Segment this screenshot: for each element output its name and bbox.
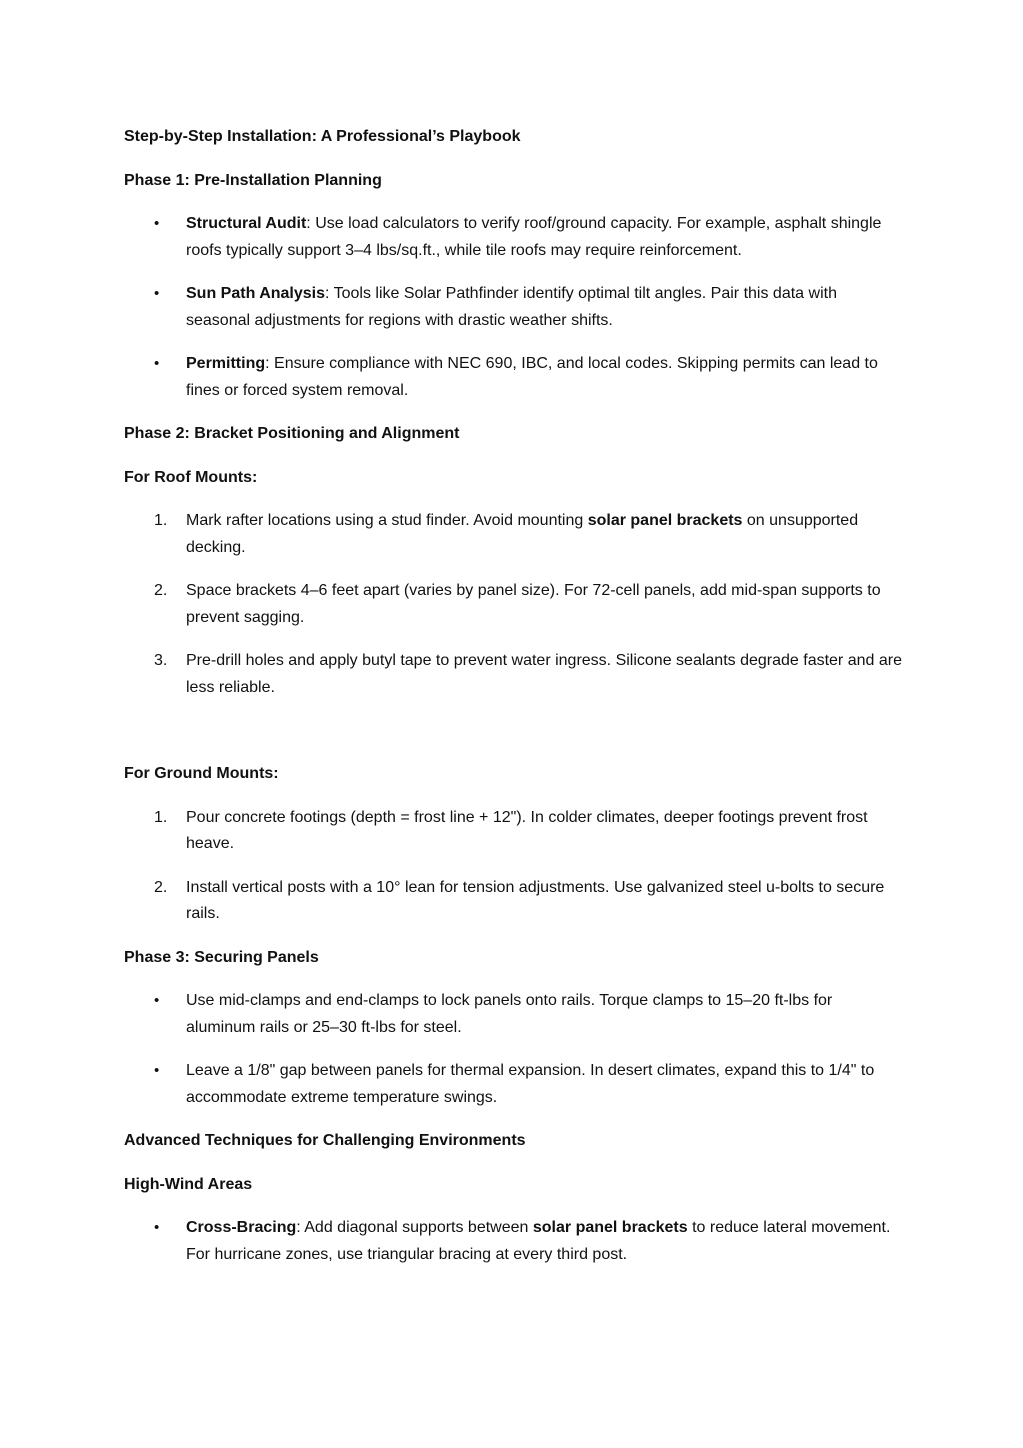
- bullet-icon: •: [154, 1062, 160, 1079]
- blank-paragraph: [124, 718, 904, 761]
- item-term: Sun Path Analysis: [186, 285, 325, 302]
- bullet-icon: •: [154, 215, 160, 232]
- item-text: Pour concrete footings (depth = frost line + 12"). In colder climates, deeper footings prevent frost heave.: [186, 808, 868, 852]
- roof-mounts-heading: For Roof Mounts:: [124, 468, 258, 486]
- high-wind-list: [124, 1215, 904, 1268]
- item-text: to reduce lateral movement. For hurricane zones, use triangular bracing at every third post.: [186, 1219, 891, 1263]
- bullet-icon: •: [154, 355, 160, 372]
- item-text: Use mid-clamps and end-clamps to lock panels onto rails. Torque clamps to 15–20 ft-lbs for aluminum rails or 25–30 ft-lbs for steel.: [186, 992, 833, 1036]
- item-text: Space brackets 4–6 feet apart (varies by panel size). For 72-cell panels, add mid-span supports to prevent sagging.: [186, 582, 881, 626]
- list-item: [124, 211, 904, 264]
- item-text: Mark rafter locations using a stud finder. Avoid mounting: [186, 512, 588, 529]
- ground-mounts-heading: For Ground Mounts:: [124, 765, 279, 782]
- item-number: 2.: [154, 878, 168, 896]
- item-bold-text: solar panel brackets: [532, 1219, 688, 1236]
- bullet-icon: •: [154, 1219, 160, 1236]
- item-number: 2.: [154, 582, 168, 599]
- item-text: : Add diagonal supports between: [296, 1219, 533, 1236]
- bullet-icon: •: [154, 992, 160, 1009]
- list-item: [124, 988, 904, 1041]
- item-text: : Use load calculators to verify roof/ground capacity. For example, asphalt shingle roofs typically support 3–4 lbs/sq.ft., while tile roofs may require reinforcement.: [186, 215, 882, 259]
- phase-1-heading: Phase 1: Pre-Installation Planning: [124, 171, 382, 189]
- item-term: Structural Audit: [186, 215, 307, 232]
- advanced-heading: Advanced Techniques for Challenging Environments: [124, 1132, 526, 1149]
- list-item: [124, 875, 904, 928]
- item-term: Cross-Bracing: [186, 1219, 297, 1236]
- list-item: [124, 351, 904, 404]
- bullet-icon: •: [154, 285, 160, 302]
- list-item: [124, 281, 904, 334]
- phase-2-heading: Phase 2: Bracket Positioning and Alignment: [124, 425, 460, 442]
- list-item: [124, 578, 904, 631]
- list-item: [124, 648, 904, 701]
- item-text: on unsupported decking.: [186, 512, 859, 556]
- item-bold-text: solar panel brackets: [587, 512, 743, 529]
- item-term: Permitting: [186, 355, 266, 372]
- list-item: [124, 1058, 904, 1111]
- high-wind-heading: High-Wind Areas: [124, 1175, 253, 1193]
- list-item: [124, 805, 904, 858]
- roof-mounts-list: [124, 508, 904, 701]
- item-number: 1.: [154, 512, 168, 529]
- item-number: 3.: [154, 652, 168, 669]
- document-page: [124, 124, 904, 1285]
- item-text: : Tools like Solar Pathfinder identify optimal tilt angles. Pair this data with seasonal adjustments for regions with drastic weather shifts.: [186, 285, 837, 329]
- document-title: Step-by-Step Installation: A Professional’s Playbook: [124, 128, 521, 145]
- phase-1-list: [124, 211, 904, 404]
- phase-3-heading: Phase 3: Securing Panels: [124, 948, 319, 966]
- item-text: Install vertical posts with a 10° lean for tension adjustments. Use galvanized steel u-bolts to secure rails.: [186, 878, 885, 922]
- ground-mounts-list: [124, 805, 904, 928]
- phase-3-list: [124, 988, 904, 1111]
- list-item: [124, 508, 904, 561]
- item-text: Leave a 1/8" gap between panels for thermal expansion. In desert climates, expand this to 1/4" to accommodate extreme temperature swings.: [186, 1062, 875, 1106]
- item-text: Pre-drill holes and apply butyl tape to prevent water ingress. Silicone sealants degrade faster and are less reliable.: [186, 652, 902, 696]
- item-number: 1.: [154, 808, 168, 826]
- item-text: : Ensure compliance with NEC 690, IBC, and local codes. Skipping permits can lead to fines or forced system removal.: [186, 355, 878, 399]
- list-item: [124, 1215, 904, 1268]
